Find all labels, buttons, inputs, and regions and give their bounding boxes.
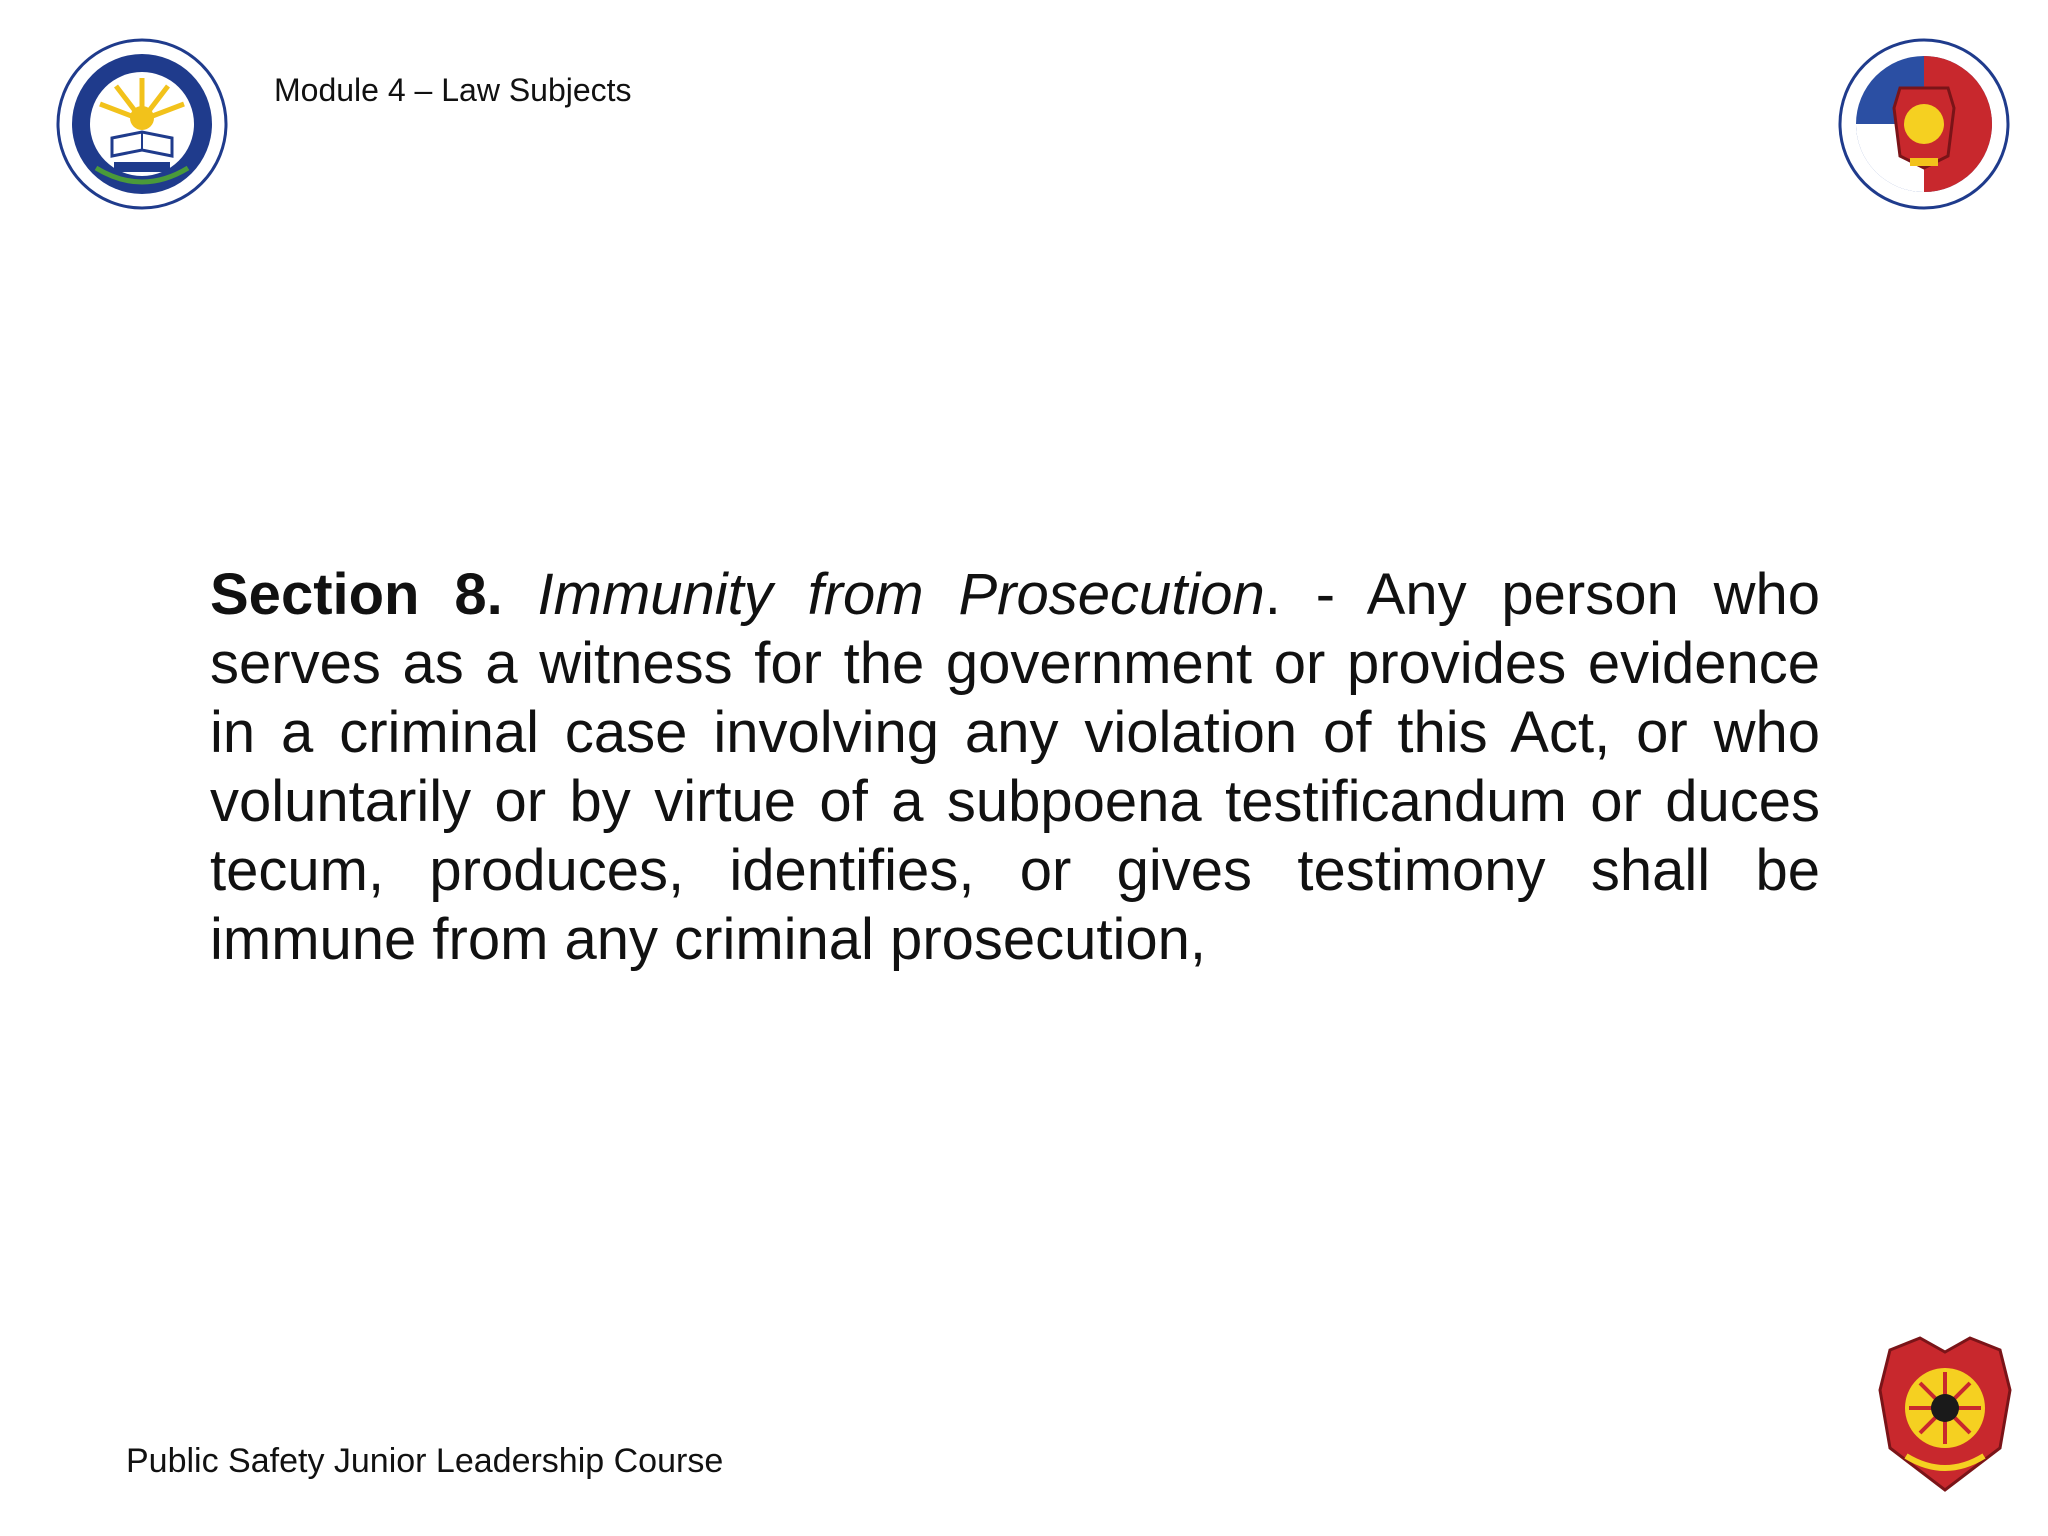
section-body-text: - Any person who serves as a witness for the government or provides evidence in a criminal case involving any violation of this Act, or who voluntarily or by virtue of a subpoena testificandum or duces tecum, produces, identifies, or gives testimony shall be immune from any criminal prosecution, — [210, 562, 1820, 972]
course-name: Public Safety Junior Leadership Course — [126, 1442, 724, 1480]
pnp-training-institute-seal-icon — [1838, 38, 2010, 210]
section-paragraph — [210, 560, 1820, 974]
institute-seal-icon — [56, 38, 228, 210]
module-title: Module 4 – Law Subjects — [274, 72, 632, 108]
section-heading: Immunity from Prosecution — [537, 562, 1265, 627]
pnp-badge-icon — [1870, 1330, 2020, 1500]
section-heading-period: . — [1264, 562, 1281, 627]
section-number: Section 8. — [210, 562, 503, 627]
